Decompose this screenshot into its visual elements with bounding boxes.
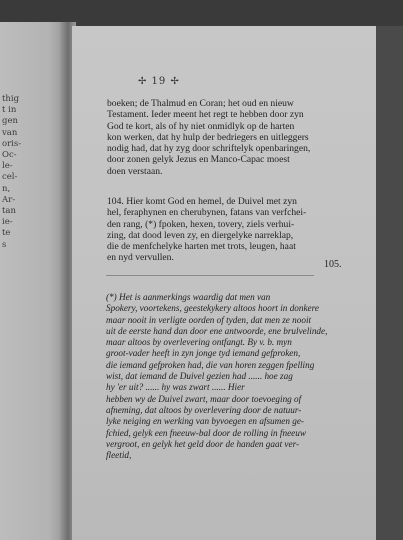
footnote-line: lyke neiging en werking van byvoegen en afsumen ge-	[106, 416, 304, 427]
paragraph-line: God te kort, als of hy niet onmidlyk op de harten	[107, 120, 295, 132]
margin-fragment: le-	[2, 161, 13, 172]
paragraph-line: den rang, (*) fpoken, hexen, tovery, ziels verhui-	[107, 218, 295, 230]
footnote-line: die iemand gefproken had, die van horen zeggen fpelling	[106, 359, 315, 370]
footnote	[106, 292, 327, 461]
paragraph-line: nodig had, dat hy zyg door schriftelyk openbaringen,	[107, 143, 311, 155]
footnote-line: maar altoos by overlevering ontfangt. By v. b. myn	[106, 337, 292, 348]
margin-fragment: Ar-	[2, 194, 16, 205]
margin-fragment: gen	[2, 116, 18, 127]
footnote-line: maar nooit in verligte oorden of tyden, dat men ze nooit	[106, 314, 312, 325]
margin-fragment: t in	[2, 105, 17, 116]
footnote-line: hy 'er uit? ...... hy was zwart ...... Hier	[106, 382, 245, 393]
paragraph-line: boeken; de Thalmud en Coran; het oud en nieuw	[107, 98, 294, 109]
paragraph-line: die de menfchelyke harten met trots, leugen, haat	[107, 241, 296, 253]
margin-fragment: Oc-	[2, 150, 17, 161]
margin-fragment: oris-	[2, 138, 22, 149]
left-margin-text	[2, 94, 21, 251]
footnote-line: vergroot, en gelyk het geld door de handen gaat ver-	[106, 438, 300, 449]
paragraph-2	[107, 196, 306, 264]
margin-fragment: s	[2, 239, 7, 250]
footnote-line: fleetid,	[106, 450, 132, 461]
footnote-line: hebben wy de Duivel zwart, maar door toevoeging of	[106, 393, 302, 404]
margin-fragment: ie-	[2, 217, 13, 228]
margin-fragment: van	[2, 127, 18, 138]
footnote-line: wist, dat iemand de Duivel gezien had ...... hoe zag	[106, 371, 293, 382]
margin-fragment: thig	[2, 94, 20, 104]
paragraph-line: door zonen gelyk Jezus en Manco-Capac moest	[107, 154, 290, 166]
paragraph-line: Testament. Ieder meent het regt te hebben door zyn	[107, 109, 304, 121]
footnote-line: afneming, dat altoos by overlevering door de natuur-	[106, 404, 302, 415]
paragraph-line: doen verstaan.	[107, 165, 163, 177]
page-header: ✢ 19 ✢	[138, 76, 180, 87]
margin-fragment: n,	[2, 183, 11, 194]
margin-fragment: tan	[2, 206, 16, 217]
footnote-line: uit de eerste hand dan door ene antwoorde, ene brulvelinde,	[106, 325, 328, 336]
paragraph-line: zing, dat dood leven zy, en diergelyke narreklap,	[107, 229, 294, 241]
paragraph-1	[107, 98, 310, 177]
margin-fragment: te	[2, 228, 11, 239]
footnote-line: groot-vader heeft in zyn jonge tyd iemand gefproken,	[106, 348, 301, 359]
paragraph-line: hel, feraphynen en cherubynen, fatans van verfchei-	[107, 207, 307, 219]
footnote-line: fchied, gelyk een fneeuw-bal door de rolling in fneeuw	[106, 427, 306, 438]
margin-fragment: cel-	[2, 172, 18, 183]
paragraph-line: kon werken, dat hy hulp der bedriegers en uitleggers	[107, 131, 309, 143]
page-edge-shadow	[376, 26, 403, 540]
paragraph-line: en nyd vervullen.	[107, 252, 174, 264]
footnote-rule	[106, 275, 314, 276]
footnote-line: (*) Het is aanmerkings waardig dat men van	[106, 292, 271, 302]
paragraph-line: 104. Hier komt God en hemel, de Duivel met zyn	[107, 196, 297, 207]
footnote-line: Spokery, voortekens, geestekykery altoos hoort in donkere	[106, 303, 319, 314]
catchword: 105.	[324, 259, 342, 270]
